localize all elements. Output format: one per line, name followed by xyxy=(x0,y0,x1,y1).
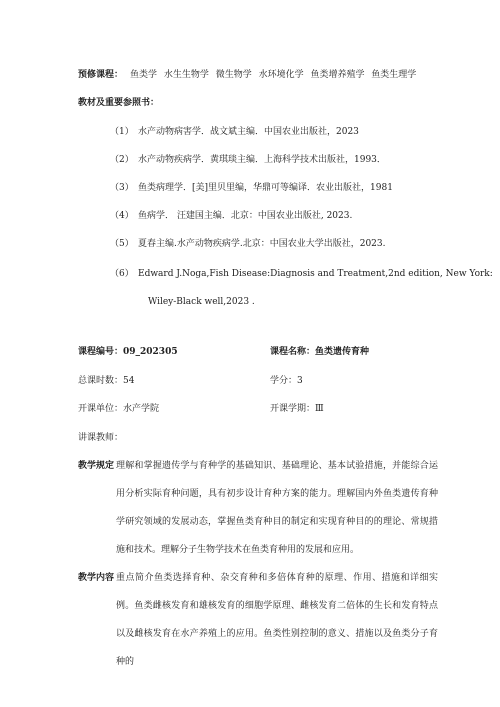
teaching-requirements-text: 理解和掌握遗传学与育种学的基础知识、基础理论、基本试验措施，并能综合运用分析实际育种问题，具有初步设计育种方案的能力。理解国内外鱼类遗传育种学研究领域的发展动态，掌握鱼类育种目的制定和实现育种目的的理论、常规措施和技术。理解分子生物学技术在鱼类育种用的发展和应用。 xyxy=(116,461,438,555)
reference-text: 鱼类病理学．[美]里贝里编，华鼎可等编译．农业出版社，1981 xyxy=(138,183,393,193)
reference-text: Edward J.Noga,Fish Disease:Diagnosis and Treatment,2nd edition, New York: xyxy=(138,269,493,279)
reference-number: （2） xyxy=(110,155,134,165)
teaching-content-label: 教学内容 xyxy=(78,573,115,583)
course-name: 课程名称：鱼类遗传育种 xyxy=(270,347,370,357)
prerequisites-label: 预修课程： xyxy=(78,70,124,80)
reference-number: （6） xyxy=(110,269,134,279)
offering-term: 开课学期：Ⅲ xyxy=(270,404,324,414)
prerequisites-list: 鱼类学 水生生物学 微生物学 水环境化学 鱼类增养殖学 鱼类生理学 xyxy=(130,70,417,80)
teaching-requirements-label: 教学规定 xyxy=(78,461,115,471)
reference-item xyxy=(110,154,386,166)
offering-unit: 开课单位：水产学院 xyxy=(78,404,160,414)
reference-number: （3） xyxy=(110,183,134,193)
reference-text: 鱼病学． 汪建国主编．北京：中国农业出版社, 2023. xyxy=(138,211,353,221)
reference-text: 水产动物病害学．战文斌主编．中国农业出版社，2023 xyxy=(138,127,359,137)
reference-number: （4） xyxy=(110,211,134,221)
reference-item xyxy=(110,182,393,194)
lecturer: 讲课教师： xyxy=(78,433,124,443)
reference-number: （1） xyxy=(110,127,134,137)
credits: 学分：3 xyxy=(270,376,303,386)
reference-text: 夏春主编.水产动物疾病学.北京：中国农业大学出版社，2023. xyxy=(138,239,386,249)
teaching-content-text: 重点简介鱼类选择育种、杂交育种和多倍体育种的原理、作用、措施和详细实例。鱼类雌核发育和雄核发育的细胞学原理、雌核发育二倍体的生长和发育特点以及雌核发育在水产养殖上的应用。鱼类性别控制的意义、措施以及鱼类分子育种的 xyxy=(116,573,438,667)
total-hours: 总课时数：54 xyxy=(78,376,135,386)
course-code: 课程编号：09_202305 xyxy=(78,347,178,357)
reference-number: （5） xyxy=(110,239,134,249)
reference-item xyxy=(110,238,386,250)
reference-item xyxy=(110,210,352,222)
reference-text-continued: Wiley-Black well,2023 . xyxy=(148,297,255,307)
reference-text: 水产动物疾病学．黄琪琰主编．上海科学技术出版社，1993． xyxy=(138,155,386,165)
reference-item xyxy=(110,268,493,280)
references-heading: 教材及重要参照书： xyxy=(78,98,160,108)
reference-item xyxy=(110,126,359,138)
